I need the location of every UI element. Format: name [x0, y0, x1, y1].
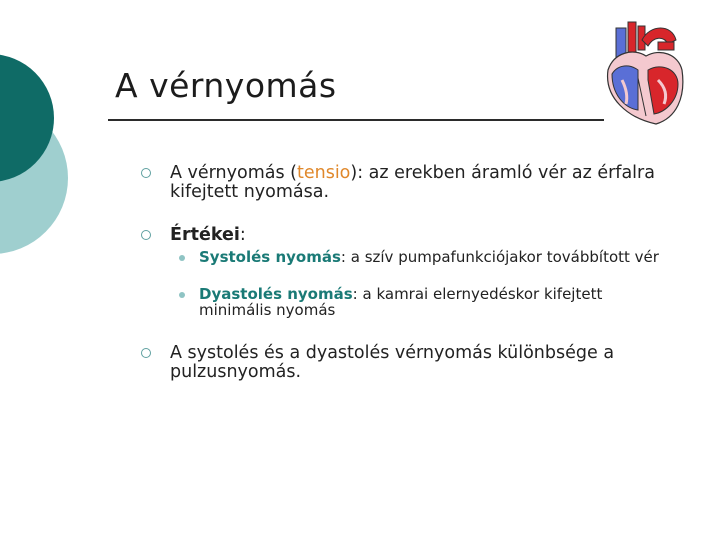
bullet-tensio [170, 164, 690, 202]
bullet-text: ): az erekben áramló vér az érfalra kifejtett nyomása. [170, 163, 655, 202]
sub-bullet-systoles [199, 249, 679, 265]
sub-bullet-text: : a kamrai elernyedéskor kifejtett minimális nyomás [199, 285, 603, 319]
title-underline [108, 119, 604, 121]
bullet-text: : [239, 225, 246, 245]
bullet-text: A vérnyomás ( [170, 163, 297, 183]
bullet-marker [141, 168, 151, 178]
slide-title: A vérnyomás [115, 66, 337, 105]
sub-bullet-marker [179, 292, 185, 298]
sub-bullet-text: : a szív pumpafunkciójakor továbbított vér [340, 248, 659, 266]
bold-term: Dyastolés nyomás [199, 285, 353, 303]
bullet-marker [141, 230, 151, 240]
sub-bullet-dyastoles [199, 286, 679, 318]
decorative-circles [0, 0, 120, 300]
highlight-term: tensio [296, 163, 351, 183]
bullet-pulzusnyomas [170, 344, 690, 382]
bullet-marker [141, 348, 151, 358]
heart-anatomy-icon [598, 18, 690, 128]
bold-term: Értékei [170, 225, 240, 245]
sub-bullet-marker [179, 255, 185, 261]
bullet-text: A systolés és a dyastolés vérnyomás különbsége a pulzusnyomás. [170, 343, 615, 382]
bullet-ertekei [170, 226, 690, 245]
bold-term: Systolés nyomás [199, 248, 341, 266]
